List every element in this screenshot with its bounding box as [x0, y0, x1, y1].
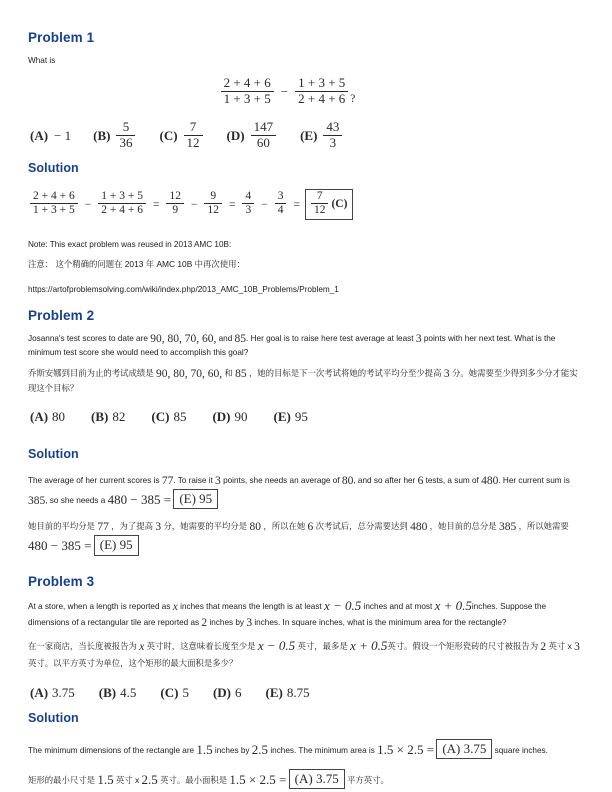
value: 80	[249, 521, 262, 534]
choice-value: 85	[173, 408, 187, 424]
choice-label: (E)	[265, 684, 283, 700]
choice-b[interactable]	[93, 121, 137, 151]
problem-3-choices	[30, 685, 588, 701]
value: 3	[155, 521, 162, 534]
value: 1.5	[196, 741, 213, 757]
solution-fraction-4	[204, 190, 222, 217]
choice-label: (A)	[30, 128, 49, 144]
equation: 1.5 × 2.5 =	[377, 741, 435, 757]
choice-label: (C)	[151, 408, 170, 424]
fraction-numerator: 1 + 3 + 5	[298, 75, 346, 90]
solution-text-cn: 平方英寸。	[347, 774, 389, 785]
fraction-numerator: 1 + 3 + 5	[101, 190, 143, 203]
fraction-denominator: 2 + 4 + 6	[98, 203, 146, 217]
points-value: 3	[443, 367, 450, 380]
value: 77	[97, 521, 109, 534]
choice-value: 95	[294, 408, 308, 424]
prompt-text-cn: 英寸 x	[548, 640, 572, 651]
choice-value: 80	[52, 408, 66, 424]
prompt-text: inches. In square inches, what is the minimum area for the rectangle?	[254, 617, 507, 627]
value: 2.5	[141, 771, 158, 787]
problem-2-boxed-answer-en	[173, 489, 218, 509]
solution-text-cn: ，所以在她	[263, 521, 306, 532]
solution-text: , so she needs a	[45, 495, 106, 505]
prompt-text-cn: 和	[224, 367, 233, 378]
prompt-text-cn: ，她的目标是下一次考试将她的考试平均分至少提高	[248, 367, 442, 378]
choice-value-fraction	[323, 120, 342, 150]
choice-c[interactable]	[159, 121, 204, 151]
value: 385	[498, 521, 517, 534]
problem-3-prompt-cn	[28, 638, 584, 671]
fraction-denominator: 2 + 4 + 6	[295, 91, 348, 107]
solution-text-cn: 英寸 x	[115, 774, 140, 785]
last-score: 85	[235, 367, 247, 380]
problem-1-prompt: What is	[28, 56, 56, 65]
choice-e[interactable]	[273, 409, 307, 425]
problem-2-prompt-en	[28, 332, 584, 359]
choice-label: (D)	[212, 408, 231, 424]
solution-text-cn: ，她目前的总分是	[429, 521, 497, 532]
prompt-text-cn: 英寸时，这意味着长度至少是	[146, 640, 256, 651]
choice-c[interactable]	[151, 409, 186, 425]
prompt-text-cn: 乔斯安娜到目前为止的考试成绩是	[28, 367, 154, 378]
answer-value: (A) 3.75	[442, 740, 487, 756]
prompt-text: . Her goal is to raise here test average at least	[246, 333, 414, 343]
solution-text-cn: 矩形的最小尺寸是	[28, 774, 95, 785]
fraction-denominator: 3	[323, 135, 342, 151]
choice-b[interactable]	[91, 409, 125, 425]
problem-2-solution-heading: Solution	[28, 446, 79, 461]
solution-fraction-2	[98, 190, 146, 217]
choice-a[interactable]	[30, 685, 75, 701]
choice-value: 90	[234, 408, 248, 424]
solution-text: points, she needs an average of	[223, 475, 340, 485]
prompt-text: inches. Suppose the dimensions of a rectangular tile are reported as	[28, 601, 547, 627]
expression-fraction-1	[221, 76, 274, 106]
solution-text-cn: 她目前的平均分是	[28, 521, 95, 532]
solution-text-cn: ，所以她需要	[518, 521, 569, 532]
fraction-denominator: 9	[166, 203, 184, 217]
problem-3-boxed-answer-en	[436, 739, 492, 759]
problem-1-heading: Problem 1	[28, 30, 95, 45]
problem-3-heading: Problem 3	[28, 573, 95, 589]
solution-fraction-1	[30, 190, 78, 217]
solution-text: The average of her current scores is	[28, 475, 160, 485]
fraction-numerator: 12	[169, 190, 181, 203]
minus-operator: −	[84, 198, 92, 211]
answer-fraction	[311, 190, 329, 217]
solution-text: , and so after her	[353, 475, 416, 485]
problem-2-prompt-cn	[28, 366, 584, 395]
fraction-numerator: 43	[326, 119, 340, 135]
choice-label: (C)	[160, 684, 179, 700]
answer-letter: (C)	[331, 198, 348, 211]
prompt-text-cn: 英寸。假设一个矩形瓷砖的尺寸被报告为	[387, 640, 539, 651]
fraction-denominator: 12	[184, 135, 203, 151]
score-list: 90, 80, 70, 60,	[155, 367, 223, 380]
solution-text: . Her current sum is	[498, 475, 570, 485]
value: 2	[201, 616, 208, 629]
value: 6	[307, 521, 314, 534]
problem-3-boxed-answer-cn	[289, 769, 345, 789]
choice-c[interactable]	[160, 685, 189, 701]
choice-value: 8.75	[286, 684, 310, 700]
solution-text-cn: 英寸。最小面积是	[160, 774, 228, 785]
fraction-numerator: 9	[210, 190, 217, 203]
choice-value: 82	[112, 408, 126, 424]
prompt-text: At a store, when a length is reported as	[28, 601, 171, 611]
choice-value: 6	[234, 684, 242, 700]
choice-a[interactable]	[30, 409, 65, 425]
problem-1-display-equation	[28, 77, 588, 107]
choice-d[interactable]	[227, 121, 279, 151]
choice-label: (C)	[159, 128, 178, 144]
choice-value-fraction	[116, 120, 135, 150]
question-mark: ?	[350, 93, 356, 106]
value: 80	[341, 474, 354, 487]
value: 77	[161, 474, 174, 487]
answer-value: (A) 3.75	[294, 770, 339, 786]
fraction-numerator: 7	[316, 190, 323, 203]
equals-operator: =	[152, 198, 160, 211]
equals-operator: =	[228, 198, 236, 211]
solution-fraction-5	[242, 190, 254, 217]
problem-3-solution-cn	[28, 769, 584, 789]
solution-text-cn: 次考试后，总分需要达到	[315, 521, 408, 532]
value: 1.5	[97, 771, 114, 787]
choice-value: 4.5	[120, 684, 137, 700]
fraction-denominator: 12	[204, 203, 222, 217]
solution-fraction-3	[166, 190, 184, 217]
choice-value-fraction	[251, 120, 277, 150]
choice-label: (D)	[226, 128, 245, 144]
last-score: 85	[234, 332, 247, 345]
fraction-denominator: 12	[311, 203, 329, 217]
solution-text: square inches.	[494, 745, 548, 755]
expression-fraction-2	[295, 76, 348, 106]
choice-label: (D)	[212, 684, 231, 700]
fraction-numerator: 2 + 4 + 6	[223, 75, 271, 90]
fraction-numerator: 3	[277, 190, 284, 203]
fraction-numerator: 4	[245, 190, 252, 203]
choice-label: (E)	[273, 408, 291, 424]
choice-label: (A)	[30, 408, 49, 424]
expression-lower-bound: x − 0.5	[323, 597, 362, 613]
value: 2	[540, 640, 547, 653]
problem-1-note-en: Note: This exact problem was reused in 2013 AMC 10B:	[28, 239, 232, 249]
problem-3-prompt-en	[28, 598, 584, 631]
problem-3-solution-en	[28, 739, 584, 759]
expression-lower-bound: x − 0.5	[257, 637, 296, 653]
solution-text: tests, a sum of	[425, 475, 479, 485]
choice-label: (B)	[91, 408, 109, 424]
fraction-denominator: 36	[116, 135, 135, 151]
prompt-text-cn: 分。她需要至少得到多少分才能实现这个目标？	[28, 367, 578, 393]
equation: 480 − 385 =	[28, 538, 92, 554]
choice-d[interactable]	[213, 685, 242, 701]
choice-e[interactable]	[300, 121, 344, 151]
solution-fraction-6	[275, 190, 287, 217]
equation: 480 − 385 =	[107, 491, 172, 507]
solution-text: . To raise it	[173, 475, 213, 485]
problem-2-solution-cn	[28, 518, 584, 555]
choice-value: − 1	[54, 128, 72, 144]
problem-2-solution-en	[28, 473, 584, 509]
fraction-numerator: 147	[253, 119, 274, 135]
fraction-numerator: 7	[189, 119, 197, 135]
minus-operator: −	[261, 198, 268, 211]
problem-2-boxed-answer-cn	[94, 535, 139, 555]
minus-operator: −	[190, 198, 198, 211]
prompt-text: inches and at most	[363, 601, 433, 611]
fraction-numerator: 5	[122, 119, 130, 135]
value: 3	[215, 474, 221, 487]
choice-value: 5	[182, 684, 189, 700]
points-value: 3	[415, 332, 422, 345]
prompt-text: and	[218, 333, 233, 343]
choice-b[interactable]	[99, 685, 137, 701]
value: 385	[28, 494, 46, 507]
fraction-denominator: 1 + 3 + 5	[30, 203, 78, 217]
prompt-text-cn: 英寸，最多是	[297, 640, 348, 651]
value: 480	[481, 474, 499, 487]
value: 3	[246, 616, 253, 629]
solution-text-cn: 分，她需要的平均分是	[163, 521, 248, 532]
problem-3-solution-heading: Solution	[28, 710, 79, 725]
score-list: 90, 80, 70, 60,	[150, 332, 217, 345]
solution-text-cn: ，为了提高	[111, 521, 154, 532]
choice-label: (A)	[30, 684, 49, 700]
equation: 1.5 × 2.5 =	[229, 771, 287, 787]
variable-x: x	[139, 640, 145, 653]
expression-upper-bound: x + 0.5	[350, 637, 388, 653]
value: 6	[417, 474, 424, 487]
choice-value: 3.75	[52, 684, 75, 700]
choice-value-fraction	[184, 120, 203, 150]
choice-label: (B)	[93, 128, 111, 144]
solution-text: inches. The minimum area is	[270, 745, 375, 755]
expression-upper-bound: x + 0.5	[434, 597, 472, 613]
prompt-text-cn: 在一家商店，当长度被报告为	[28, 640, 137, 651]
variable-x: x	[172, 600, 178, 613]
problem-1-solution-heading: Solution	[28, 161, 79, 176]
prompt-text: inches that means the length is at least	[180, 601, 322, 611]
prompt-text: points with her next test. What is the minimum test score she would need to accomplish this goal?	[28, 333, 556, 357]
problem-1-boxed-answer	[305, 189, 353, 220]
choice-e[interactable]	[265, 685, 309, 701]
prompt-text-cn: 英寸。以平方英寸为单位，这个矩形的最大面积是多少？	[28, 657, 238, 668]
solution-text: The minimum dimensions of the rectangle are	[28, 745, 195, 755]
problem-1-reference-link[interactable]: https://artofproblemsolving.com/wiki/index.php/2013_AMC_10B_Problems/Problem_1	[28, 284, 339, 294]
equals-operator: =	[293, 198, 300, 211]
problem-1-note-cn: 注意： 这个精确的问题在 2013 年 AMC 10B 中再次使用：	[28, 258, 245, 269]
choice-d[interactable]	[212, 409, 247, 425]
problem-1-choices	[30, 121, 588, 151]
prompt-text: inches by	[209, 617, 245, 627]
fraction-denominator: 4	[275, 203, 287, 217]
minus-operator: −	[280, 84, 289, 100]
fraction-denominator: 3	[242, 203, 254, 217]
answer-value: (E) 95	[179, 490, 213, 506]
fraction-denominator: 1 + 3 + 5	[221, 91, 274, 107]
fraction-denominator: 60	[251, 135, 277, 151]
value: 480	[410, 521, 428, 534]
prompt-text: Josanna's test scores to date are	[28, 333, 148, 343]
problem-1-solution-equation	[28, 189, 588, 220]
answer-value: (E) 95	[99, 537, 133, 553]
problem-2-choices	[30, 409, 588, 425]
value: 2.5	[251, 741, 269, 757]
choice-a[interactable]	[30, 128, 71, 144]
problem-2-heading: Problem 2	[28, 307, 95, 323]
choice-label: (B)	[98, 684, 117, 700]
choice-label: (E)	[300, 128, 318, 144]
fraction-numerator: 2 + 4 + 6	[33, 190, 75, 203]
solution-text: inches by	[214, 745, 250, 755]
value: 3	[574, 640, 580, 653]
